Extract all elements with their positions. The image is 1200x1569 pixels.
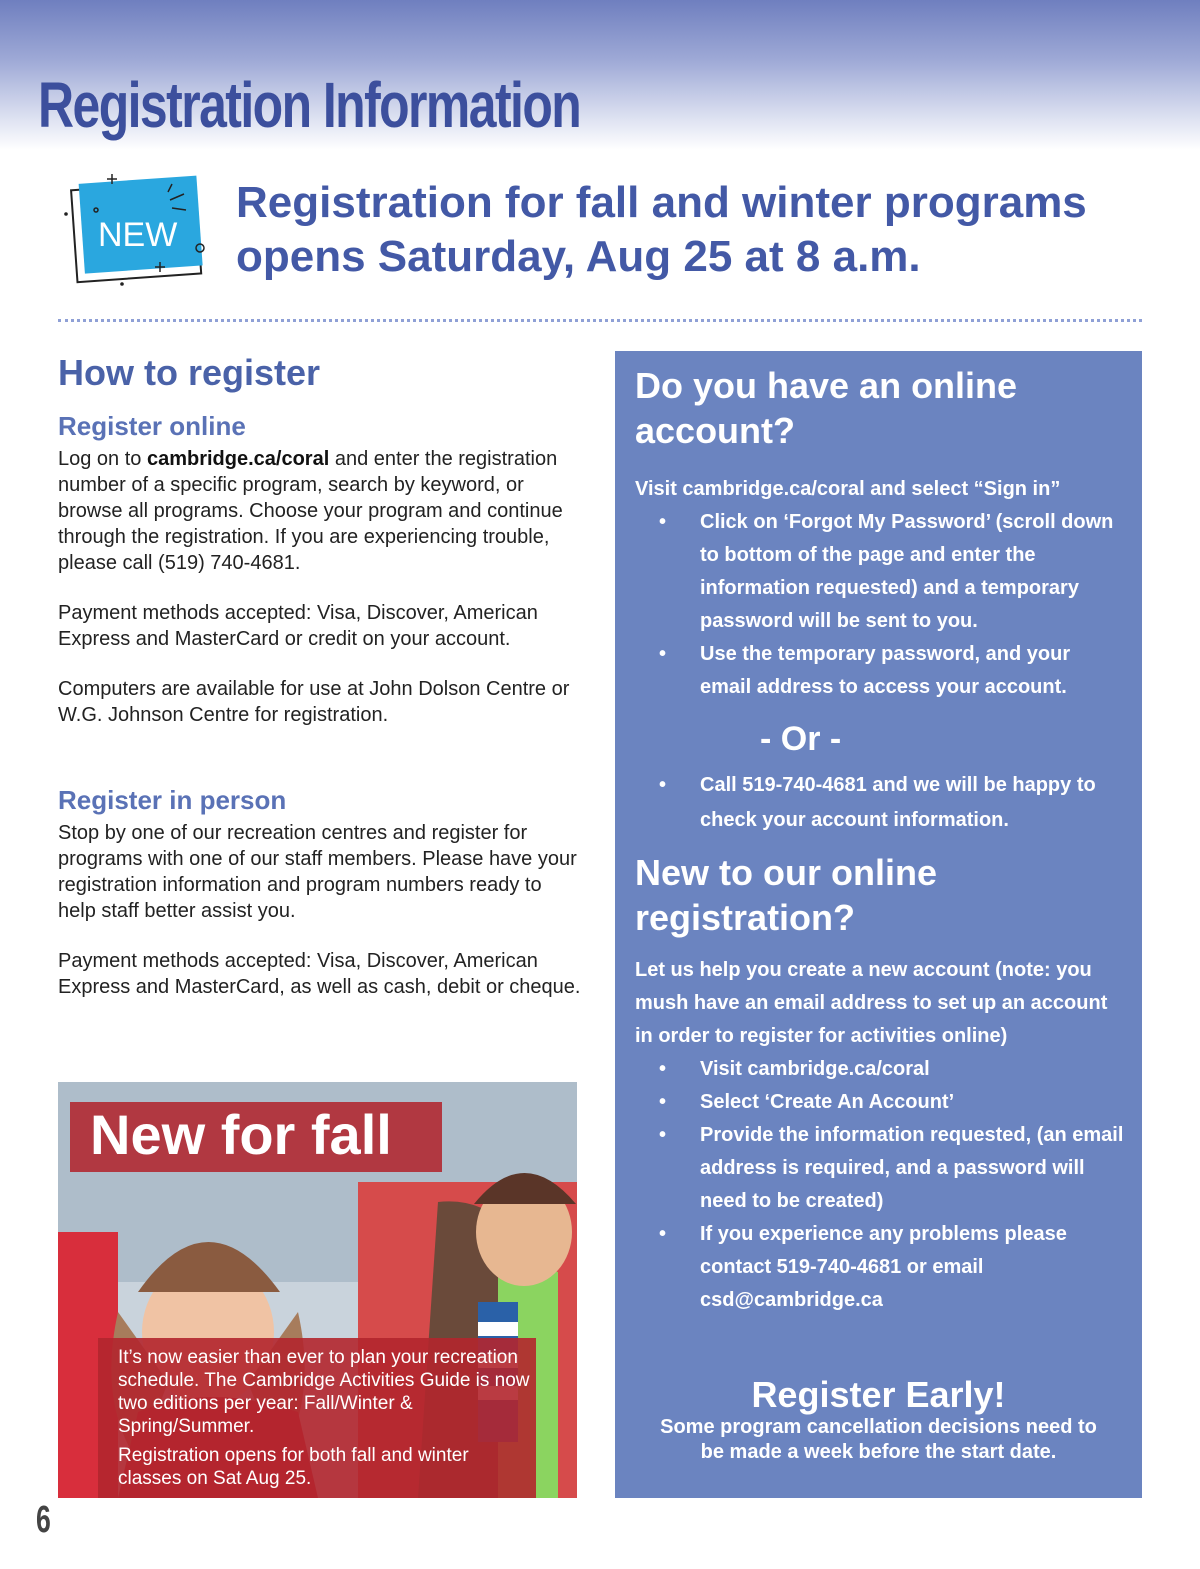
list-item <box>635 1218 1125 1317</box>
list-item <box>635 768 1125 838</box>
sign-in-instruction: Visit cambridge.ca/coral and select “Sign in” <box>635 478 1061 500</box>
bullet-icon: • <box>659 511 667 533</box>
how-to-register-column <box>58 350 583 1000</box>
register-online-paragraph <box>58 446 583 576</box>
page-number: 6 <box>36 1499 51 1541</box>
online-account-heading: Do you have an online account? <box>635 365 1018 451</box>
photo-caption-1: It’s now easier than ever to plan your recreation schedule. The Cambridge Activities Guide is now two editions per year: Fall/Winter & Spring/Summer. <box>118 1347 530 1437</box>
bullet-icon: • <box>659 1091 667 1113</box>
register-early-block <box>615 1375 1142 1465</box>
call-account-step: Call 519-740-4681 and we will be happy to check your account information. <box>700 774 1096 831</box>
how-to-register-heading: How to register <box>58 352 321 393</box>
or-divider-text: - Or - <box>760 720 842 758</box>
temporary-password-step: Use the temporary password, and your email address to access your account. <box>700 643 1071 698</box>
create-account-step: Select ‘Create An Account’ <box>700 1091 955 1113</box>
new-for-fall-photo <box>58 1082 577 1498</box>
forgot-password-step: Click on ‘Forgot My Password’ (scroll down to bottom of the page and enter the information requested) and a temporary password will be sent to you. <box>700 511 1114 632</box>
new-registration-heading: New to our online registration? <box>635 852 937 938</box>
section-title: Registration Information <box>38 69 581 141</box>
visit-coral-step: Visit cambridge.ca/coral <box>700 1058 930 1080</box>
photo-caption-2: Registration opens for both fall and winter classes on Sat Aug 25. <box>118 1445 469 1489</box>
in-person-payment-methods: Payment methods accepted: Visa, Discover, American Express and MasterCard, as well as cash, debit or cheque. <box>58 950 581 998</box>
list-item <box>635 1086 1125 1119</box>
online-payment-methods: Payment methods accepted: Visa, Discover, American Express and MasterCard or credit on your account. <box>58 602 538 650</box>
account-steps-list <box>635 506 1125 704</box>
call-list <box>635 768 1125 838</box>
photo-caption <box>118 1346 536 1496</box>
register-in-person-paragraph: Stop by one of our recreation centres and register for programs with one of our staff members. Please have your registration information and program numbers ready to help staff better assist you. <box>58 822 577 922</box>
register-in-person-heading: Register in person <box>58 785 287 815</box>
bullet-icon: • <box>659 1058 667 1080</box>
list-item <box>635 1119 1125 1218</box>
computers-available-text: Computers are available for use at John Dolson Centre or W.G. Johnson Centre for registration. <box>58 678 570 726</box>
bullet-icon: • <box>659 1223 667 1245</box>
register-early-text: Some program cancellation decisions need to be made a week before the start date. <box>660 1416 1097 1463</box>
dotted-divider <box>58 319 1142 322</box>
bullet-icon: • <box>659 643 667 665</box>
new-for-fall-title: New for fall <box>90 1103 392 1166</box>
create-account-intro: Let us help you create a new account (note: you mush have an email address to set up an account in order to register for activities online) <box>635 959 1108 1047</box>
announcement-line-2: opens Saturday, Aug 25 at 8 a.m. <box>236 232 921 281</box>
online-account-panel <box>615 351 1142 1498</box>
coral-link[interactable]: cambridge.ca/coral <box>146 448 330 470</box>
announcement-line-1: Registration for fall and winter programs <box>236 178 1087 227</box>
provide-info-step: Provide the information requested, (an email address is required, and a password will need to be created) <box>700 1124 1124 1212</box>
online-text-start: Log on to <box>58 448 147 470</box>
new-badge-label: NEW <box>98 216 178 254</box>
register-online-heading: Register online <box>58 411 246 441</box>
bullet-icon: • <box>659 1124 667 1146</box>
announcement-heading <box>236 176 1156 284</box>
list-item <box>635 1053 1125 1086</box>
register-early-heading: Register Early! <box>751 1374 1006 1415</box>
online-text-end: and enter the registration number of a specific program, search by keyword, or browse all programs. Choose your program and continue through the registration. If you are experiencing trouble, please call (519) 740-4681. <box>58 448 563 574</box>
new-badge-icon <box>60 170 210 290</box>
list-item <box>635 506 1125 638</box>
list-item <box>635 638 1125 704</box>
contact-support-step: If you experience any problems please contact 519-740-4681 or email csd@cambridge.ca <box>700 1223 1067 1311</box>
bullet-icon: • <box>659 774 667 796</box>
create-account-steps-list <box>635 1053 1125 1317</box>
